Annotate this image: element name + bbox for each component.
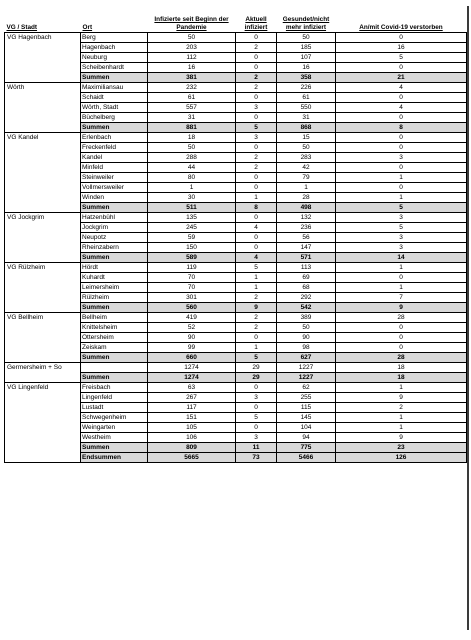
vg-stadt-cell: VG Hagenbach [5, 33, 81, 83]
row-gesundet-cell: 62 [277, 383, 336, 393]
row-aktuell-cell: 1 [236, 343, 277, 353]
table-row [5, 263, 467, 273]
row-ort-cell: Hördt [81, 263, 148, 273]
row-ort-cell: Lingenfeld [81, 393, 148, 403]
row-aktuell-cell: 0 [236, 403, 277, 413]
row-gesundet-cell: 145 [277, 413, 336, 423]
row-gesundet-cell: 94 [277, 433, 336, 443]
row-gesundet-cell: 104 [277, 423, 336, 433]
row-infiziert-cell: 1 [148, 183, 236, 193]
row-verstorben-cell: 3 [336, 243, 467, 253]
row-ort-cell: Scheibenhardt [81, 63, 148, 73]
row-ort-cell: Bellheim [81, 313, 148, 323]
row-aktuell-cell: 0 [236, 63, 277, 73]
row-ort-cell: Weingarten [81, 423, 148, 433]
summen-gesundet-cell: 1227 [277, 373, 336, 383]
row-aktuell-cell: 0 [236, 143, 277, 153]
row-ort-cell: Rülzheim [81, 293, 148, 303]
row-verstorben-cell: 28 [336, 313, 467, 323]
row-verstorben-cell: 0 [336, 163, 467, 173]
row-gesundet-cell: 1 [277, 183, 336, 193]
summen-infiziert-cell: 511 [148, 203, 236, 213]
vg-stadt-cell: VG Rülzheim [5, 263, 81, 313]
row-infiziert-cell: 63 [148, 383, 236, 393]
covid-statistics-sheet [4, 4, 466, 463]
row-ort-cell: Maximiliansau [81, 83, 148, 93]
row-infiziert-cell: 50 [148, 33, 236, 43]
row-ort-cell: Schaidt [81, 93, 148, 103]
row-aktuell-cell: 2 [236, 313, 277, 323]
row-gesundet-cell: 389 [277, 313, 336, 323]
table-row [5, 213, 467, 223]
row-gesundet-cell: 132 [277, 213, 336, 223]
row-verstorben-cell: 1 [336, 283, 467, 293]
row-verstorben-cell: 0 [336, 333, 467, 343]
row-verstorben-cell: 7 [336, 293, 467, 303]
row-gesundet-cell: 292 [277, 293, 336, 303]
summen-aktuell-cell: 4 [236, 253, 277, 263]
row-verstorben-cell: 0 [336, 133, 467, 143]
vg-stadt-cell: VG Kandel [5, 133, 81, 213]
row-gesundet-cell: 1227 [277, 363, 336, 373]
row-aktuell-cell: 3 [236, 103, 277, 113]
row-aktuell-cell: 0 [236, 233, 277, 243]
endsummen-gesundet-cell: 5466 [277, 453, 336, 463]
row-verstorben-cell: 0 [336, 113, 467, 123]
row-ort-cell: Freisbach [81, 383, 148, 393]
row-aktuell-cell: 0 [236, 383, 277, 393]
row-infiziert-cell: 70 [148, 273, 236, 283]
row-verstorben-cell: 18 [336, 363, 467, 373]
row-gesundet-cell: 550 [277, 103, 336, 113]
row-ort-cell: Rheinzabern [81, 243, 148, 253]
row-aktuell-cell: 5 [236, 413, 277, 423]
row-aktuell-cell: 2 [236, 323, 277, 333]
row-verstorben-cell: 3 [336, 233, 467, 243]
summen-verstorben-cell: 23 [336, 443, 467, 453]
row-gesundet-cell: 115 [277, 403, 336, 413]
row-verstorben-cell: 4 [336, 103, 467, 113]
row-gesundet-cell: 68 [277, 283, 336, 293]
row-verstorben-cell: 3 [336, 213, 467, 223]
table-row [5, 133, 467, 143]
row-aktuell-cell: 0 [236, 423, 277, 433]
row-infiziert-cell: 301 [148, 293, 236, 303]
summen-verstorben-cell: 18 [336, 373, 467, 383]
row-gesundet-cell: 56 [277, 233, 336, 243]
summen-infiziert-cell: 881 [148, 123, 236, 133]
summen-infiziert-cell: 560 [148, 303, 236, 313]
endsummen-aktuell-cell: 73 [236, 453, 277, 463]
row-gesundet-cell: 28 [277, 193, 336, 203]
row-ort-cell: Büchelberg [81, 113, 148, 123]
row-gesundet-cell: 255 [277, 393, 336, 403]
summen-aktuell-cell: 9 [236, 303, 277, 313]
row-aktuell-cell: 3 [236, 433, 277, 443]
table-row [5, 383, 467, 393]
row-infiziert-cell: 112 [148, 53, 236, 63]
row-infiziert-cell: 18 [148, 133, 236, 143]
summen-infiziert-cell: 660 [148, 353, 236, 363]
row-ort-cell: Freckenfeld [81, 143, 148, 153]
row-infiziert-cell: 61 [148, 93, 236, 103]
summen-gesundet-cell: 498 [277, 203, 336, 213]
row-infiziert-cell: 44 [148, 163, 236, 173]
row-aktuell-cell: 0 [236, 113, 277, 123]
row-infiziert-cell: 267 [148, 393, 236, 403]
row-aktuell-cell: 1 [236, 273, 277, 283]
row-ort-cell: Steinweiler [81, 173, 148, 183]
summen-aktuell-cell: 5 [236, 123, 277, 133]
summen-ort-cell: Summen [81, 443, 148, 453]
row-infiziert-cell: 203 [148, 43, 236, 53]
row-infiziert-cell: 232 [148, 83, 236, 93]
row-infiziert-cell: 150 [148, 243, 236, 253]
row-aktuell-cell: 1 [236, 283, 277, 293]
header-ort: Ort [81, 4, 148, 33]
row-aktuell-cell: 3 [236, 393, 277, 403]
header-row [5, 4, 467, 33]
row-infiziert-cell: 70 [148, 283, 236, 293]
row-ort-cell: Hatzenbühl [81, 213, 148, 223]
page-edge-shadow [467, 6, 469, 630]
row-ort-cell: Knittelsheim [81, 323, 148, 333]
row-gesundet-cell: 236 [277, 223, 336, 233]
summen-gesundet-cell: 868 [277, 123, 336, 133]
row-aktuell-cell: 0 [236, 53, 277, 63]
row-aktuell-cell: 4 [236, 223, 277, 233]
row-aktuell-cell: 0 [236, 33, 277, 43]
row-aktuell-cell: 2 [236, 293, 277, 303]
summen-verstorben-cell: 21 [336, 73, 467, 83]
row-infiziert-cell: 1274 [148, 363, 236, 373]
row-verstorben-cell: 0 [336, 273, 467, 283]
row-ort-cell: Ottersheim [81, 333, 148, 343]
header-verstorben: An/mit Covid-19 verstorben [336, 4, 467, 33]
table-row [5, 83, 467, 93]
row-infiziert-cell: 245 [148, 223, 236, 233]
vg-stadt-cell: Germersheim + So [5, 363, 81, 383]
row-aktuell-cell: 0 [236, 93, 277, 103]
summen-ort-cell: Summen [81, 203, 148, 213]
row-gesundet-cell: 42 [277, 163, 336, 173]
summen-gesundet-cell: 571 [277, 253, 336, 263]
row-aktuell-cell: 2 [236, 153, 277, 163]
summen-ort-cell: Summen [81, 73, 148, 83]
endsummen-row [5, 453, 467, 463]
row-verstorben-cell: 1 [336, 263, 467, 273]
row-gesundet-cell: 16 [277, 63, 336, 73]
header-vg-stadt: VG / Stadt [5, 4, 81, 33]
row-aktuell-cell: 2 [236, 43, 277, 53]
row-verstorben-cell: 2 [336, 403, 467, 413]
endsummen-empty-cell [5, 453, 81, 463]
row-gesundet-cell: 50 [277, 323, 336, 333]
row-ort-cell: Hagenbach [81, 43, 148, 53]
summen-aktuell-cell: 2 [236, 73, 277, 83]
row-verstorben-cell: 1 [336, 413, 467, 423]
table-row [5, 313, 467, 323]
row-aktuell-cell: 2 [236, 83, 277, 93]
row-verstorben-cell: 1 [336, 423, 467, 433]
row-verstorben-cell: 0 [336, 93, 467, 103]
row-verstorben-cell: 1 [336, 193, 467, 203]
row-aktuell-cell: 3 [236, 133, 277, 143]
row-verstorben-cell: 3 [336, 153, 467, 163]
row-infiziert-cell: 99 [148, 343, 236, 353]
row-gesundet-cell: 61 [277, 93, 336, 103]
row-gesundet-cell: 50 [277, 33, 336, 43]
row-infiziert-cell: 59 [148, 233, 236, 243]
row-aktuell-cell: 1 [236, 193, 277, 203]
row-gesundet-cell: 98 [277, 343, 336, 353]
row-ort-cell: Berg [81, 33, 148, 43]
row-ort-cell: Minfeld [81, 163, 148, 173]
row-infiziert-cell: 90 [148, 333, 236, 343]
row-verstorben-cell: 0 [336, 63, 467, 73]
row-gesundet-cell: 69 [277, 273, 336, 283]
row-ort-cell: Kuhardt [81, 273, 148, 283]
summen-ort-cell: Summen [81, 353, 148, 363]
header-gesundet: Gesundet/nicht mehr infiziert [277, 4, 336, 33]
vg-stadt-cell: VG Bellheim [5, 313, 81, 363]
row-gesundet-cell: 50 [277, 143, 336, 153]
summen-verstorben-cell: 14 [336, 253, 467, 263]
row-verstorben-cell: 1 [336, 173, 467, 183]
row-infiziert-cell: 117 [148, 403, 236, 413]
summen-gesundet-cell: 775 [277, 443, 336, 453]
row-verstorben-cell: 1 [336, 383, 467, 393]
summen-ort-cell: Summen [81, 123, 148, 133]
row-verstorben-cell: 5 [336, 53, 467, 63]
row-gesundet-cell: 90 [277, 333, 336, 343]
row-infiziert-cell: 419 [148, 313, 236, 323]
row-gesundet-cell: 283 [277, 153, 336, 163]
table-row [5, 33, 467, 43]
summen-verstorben-cell: 5 [336, 203, 467, 213]
summen-ort-cell: Summen [81, 303, 148, 313]
summen-verstorben-cell: 28 [336, 353, 467, 363]
row-gesundet-cell: 185 [277, 43, 336, 53]
summen-gesundet-cell: 358 [277, 73, 336, 83]
row-verstorben-cell: 0 [336, 183, 467, 193]
row-aktuell-cell: 29 [236, 363, 277, 373]
row-infiziert-cell: 105 [148, 423, 236, 433]
covid-statistics-table [4, 4, 467, 463]
table-row [5, 363, 467, 373]
row-ort-cell: Westheim [81, 433, 148, 443]
row-aktuell-cell: 0 [236, 333, 277, 343]
row-ort-cell: Schwegenheim [81, 413, 148, 423]
table-body [5, 33, 467, 463]
row-infiziert-cell: 151 [148, 413, 236, 423]
row-gesundet-cell: 107 [277, 53, 336, 63]
summen-gesundet-cell: 627 [277, 353, 336, 363]
row-ort-cell: Kandel [81, 153, 148, 163]
summen-aktuell-cell: 11 [236, 443, 277, 453]
row-ort-cell: Neuburg [81, 53, 148, 63]
summen-ort-cell: Summen [81, 253, 148, 263]
row-gesundet-cell: 31 [277, 113, 336, 123]
row-verstorben-cell: 0 [336, 323, 467, 333]
vg-stadt-cell: VG Jockgrim [5, 213, 81, 263]
endsummen-ort-cell: Endsummen [81, 453, 148, 463]
row-aktuell-cell: 0 [236, 173, 277, 183]
row-ort-cell [81, 363, 148, 373]
row-infiziert-cell: 119 [148, 263, 236, 273]
row-infiziert-cell: 50 [148, 143, 236, 153]
summen-infiziert-cell: 809 [148, 443, 236, 453]
summen-aktuell-cell: 8 [236, 203, 277, 213]
summen-infiziert-cell: 381 [148, 73, 236, 83]
summen-gesundet-cell: 542 [277, 303, 336, 313]
row-ort-cell: Wörth, Stadt [81, 103, 148, 113]
row-gesundet-cell: 147 [277, 243, 336, 253]
row-infiziert-cell: 31 [148, 113, 236, 123]
row-gesundet-cell: 113 [277, 263, 336, 273]
row-gesundet-cell: 226 [277, 83, 336, 93]
row-ort-cell: Winden [81, 193, 148, 203]
row-infiziert-cell: 52 [148, 323, 236, 333]
vg-stadt-cell: Wörth [5, 83, 81, 133]
row-ort-cell: Neupotz [81, 233, 148, 243]
row-verstorben-cell: 4 [336, 83, 467, 93]
row-infiziert-cell: 557 [148, 103, 236, 113]
summen-verstorben-cell: 9 [336, 303, 467, 313]
row-infiziert-cell: 30 [148, 193, 236, 203]
row-verstorben-cell: 9 [336, 433, 467, 443]
row-verstorben-cell: 0 [336, 143, 467, 153]
summen-infiziert-cell: 589 [148, 253, 236, 263]
endsummen-infiziert-cell: 5665 [148, 453, 236, 463]
row-infiziert-cell: 106 [148, 433, 236, 443]
row-ort-cell: Zeiskam [81, 343, 148, 353]
row-verstorben-cell: 0 [336, 33, 467, 43]
row-infiziert-cell: 80 [148, 173, 236, 183]
row-aktuell-cell: 0 [236, 243, 277, 253]
summen-aktuell-cell: 29 [236, 373, 277, 383]
row-verstorben-cell: 16 [336, 43, 467, 53]
row-verstorben-cell: 9 [336, 393, 467, 403]
endsummen-verstorben-cell: 126 [336, 453, 467, 463]
row-aktuell-cell: 2 [236, 163, 277, 173]
row-infiziert-cell: 135 [148, 213, 236, 223]
summen-aktuell-cell: 5 [236, 353, 277, 363]
row-gesundet-cell: 79 [277, 173, 336, 183]
row-ort-cell: Lustadt [81, 403, 148, 413]
row-infiziert-cell: 16 [148, 63, 236, 73]
vg-stadt-cell: VG Lingenfeld [5, 383, 81, 453]
row-verstorben-cell: 5 [336, 223, 467, 233]
summen-verstorben-cell: 8 [336, 123, 467, 133]
row-infiziert-cell: 288 [148, 153, 236, 163]
header-aktuell-infiziert: Aktuell infiziert [236, 4, 277, 33]
row-ort-cell: Vollmersweiler [81, 183, 148, 193]
row-aktuell-cell: 0 [236, 183, 277, 193]
header-infizierte-seit-beginn: Infizierte seit Beginn der Pandemie [148, 4, 236, 33]
summen-ort-cell: Summen [81, 373, 148, 383]
row-ort-cell: Leimersheim [81, 283, 148, 293]
row-aktuell-cell: 0 [236, 213, 277, 223]
row-aktuell-cell: 5 [236, 263, 277, 273]
summen-infiziert-cell: 1274 [148, 373, 236, 383]
row-ort-cell: Erlenbach [81, 133, 148, 143]
row-ort-cell: Jockgrim [81, 223, 148, 233]
row-gesundet-cell: 15 [277, 133, 336, 143]
row-verstorben-cell: 0 [336, 343, 467, 353]
